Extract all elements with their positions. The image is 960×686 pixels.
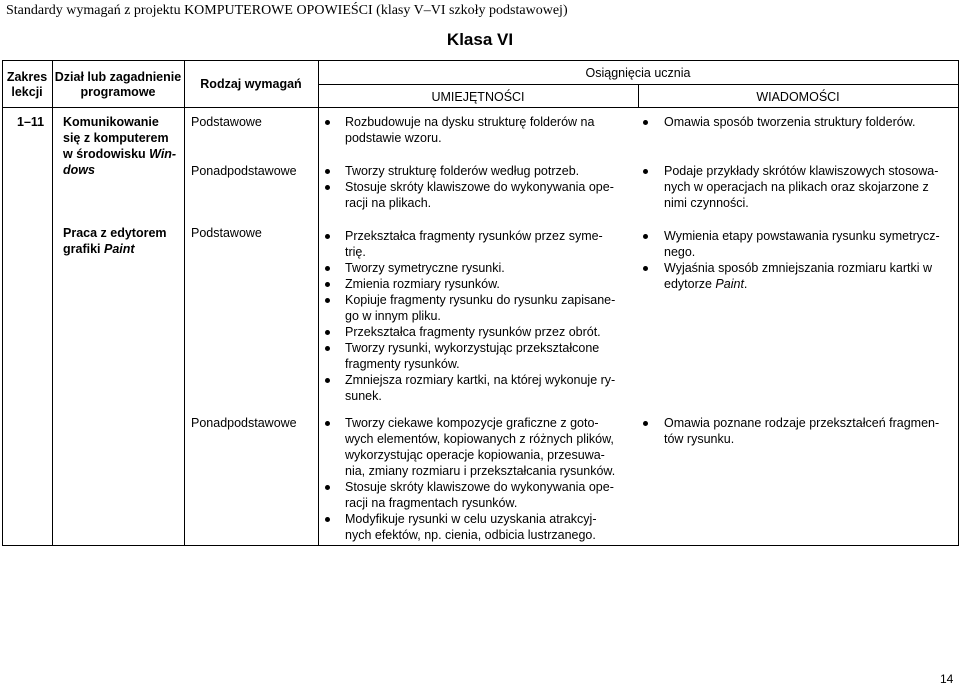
- skill-line: nych efektów, np. cienia, odbicia lustrzanego.: [345, 528, 596, 542]
- table-top-border: [2, 60, 958, 61]
- bullet: [643, 266, 648, 271]
- table-left-border: [2, 60, 3, 546]
- table-header-bottom-border: [2, 107, 958, 108]
- table-right-border: [958, 60, 959, 546]
- bullet: [325, 282, 330, 287]
- skill-line: Kopiuje fragmenty rysunku do rysunku zapisane-: [345, 293, 616, 307]
- dzial-line: dows: [63, 163, 95, 177]
- bullet: [643, 169, 648, 174]
- knowledge-line: nego.: [664, 245, 696, 259]
- bullet: [643, 421, 648, 426]
- col-header-osiagniecia: Osiągnięcia ucznia: [585, 66, 691, 80]
- col-header-zakres: Zakres: [6, 70, 48, 84]
- skill-line: nia, zmiany rozmiaru i przekształcania rysunków.: [345, 464, 616, 478]
- skill-line: go w innym pliku.: [345, 309, 441, 323]
- knowledge-line: Podaje przykłady skrótów klawiszowych stosowa-: [664, 164, 939, 178]
- level-label: Podstawowe: [191, 226, 262, 240]
- skill-line: wykorzystując operacje kopiowania, przesuwa-: [345, 448, 605, 462]
- dzial-line: Praca z edytorem: [63, 226, 167, 240]
- skill-line: Tworzy symetryczne rysunki.: [345, 261, 505, 275]
- bullet: [643, 120, 648, 125]
- knowledge-line: Wymienia etapy powstawania rysunku symetrycz-: [664, 229, 940, 243]
- skill-line: Tworzy ciekawe kompozycje graficzne z goto-: [345, 416, 599, 430]
- col-header-dzial: Dział lub zagadnienie: [54, 70, 182, 84]
- skill-line: Tworzy strukturę folderów według potrzeb.: [345, 164, 580, 178]
- col-header-wiadomosci: WIADOMOŚCI: [756, 90, 840, 104]
- skill-line: sunek.: [345, 389, 382, 403]
- dzial-line: grafiki Paint: [63, 242, 135, 256]
- document-header: Standardy wymagań z projektu KOMPUTEROWE OPOWIEŚCI (klasy V–VI szkoły podstawowej): [6, 3, 568, 18]
- bullet: [325, 185, 330, 190]
- col-divider-1: [52, 60, 53, 546]
- bullet: [325, 517, 330, 522]
- skill-line: Rozbudowuje na dysku strukturę folderów na: [345, 115, 595, 129]
- bullet: [325, 266, 330, 271]
- skill-line: Tworzy rysunki, wykorzystując przekształcone: [345, 341, 600, 355]
- bullet: [325, 234, 330, 239]
- knowledge-line: tów rysunku.: [664, 432, 735, 446]
- bullet: [325, 485, 330, 490]
- col-header-zakres-line2: lekcji: [11, 85, 43, 99]
- bullet: [325, 169, 330, 174]
- dzial-line: w środowisku Win-: [63, 147, 177, 161]
- dzial-line: się z komputerem: [63, 131, 169, 145]
- knowledge-line: Omawia sposób tworzenia struktury folderów.: [664, 115, 916, 129]
- knowledge-line: nych w operacjach na plikach oraz skojarzone z: [664, 180, 929, 194]
- skill-line: racji na plikach.: [345, 196, 432, 210]
- skill-line: Przekształca fragmenty rysunków przez syme-: [345, 229, 603, 243]
- knowledge-line: Omawia poznane rodzaje przekształceń fragmen-: [664, 416, 940, 430]
- col-divider-2: [184, 60, 185, 546]
- col-header-umiejetnosci: UMIEJĘTNOŚCI: [431, 90, 525, 104]
- skill-line: fragmenty rysunków.: [345, 357, 460, 371]
- bullet: [325, 298, 330, 303]
- skill-line: Modyfikuje rysunki w celu uzyskania atrakcyj-: [345, 512, 597, 526]
- skill-line: Zmniejsza rozmiary kartki, na której wykonuje ry-: [345, 373, 616, 387]
- skill-line: Stosuje skróty klawiszowe do wykonywania ope-: [345, 480, 614, 494]
- bullet: [325, 120, 330, 125]
- page-number: 14: [940, 672, 954, 686]
- level-label: Podstawowe: [191, 115, 262, 129]
- level-label: Ponadpodstawowe: [191, 416, 297, 430]
- level-label: Ponadpodstawowe: [191, 164, 297, 178]
- col-divider-3: [318, 60, 319, 546]
- page-title: Klasa VI: [446, 30, 514, 49]
- bullet: [325, 330, 330, 335]
- skill-line: wych elementów, kopiowanych z różnych plików,: [345, 432, 614, 446]
- knowledge-line: edytorze Paint.: [664, 277, 748, 291]
- bullet: [325, 378, 330, 383]
- zakres-cell: 1–11: [17, 115, 45, 129]
- bullet: [643, 234, 648, 239]
- skill-line: trię.: [345, 245, 366, 259]
- bullet: [325, 346, 330, 351]
- col-header-rodzaj: Rodzaj wymagań: [200, 77, 302, 91]
- dzial-line: Komunikowanie: [63, 115, 159, 129]
- knowledge-line: nimi czynności.: [664, 196, 749, 210]
- bullet: [325, 421, 330, 426]
- skill-line: Stosuje skróty klawiszowe do wykonywania ope-: [345, 180, 614, 194]
- skill-line: racji na fragmentach rysunków.: [345, 496, 518, 510]
- skill-line: Przekształca fragmenty rysunków przez obrót.: [345, 325, 601, 339]
- table-bottom-border: [2, 545, 958, 546]
- col-header-dzial-line2: programowe: [80, 85, 156, 99]
- skill-line: Zmienia rozmiary rysunków.: [345, 277, 500, 291]
- knowledge-line: Wyjaśnia sposób zmniejszania rozmiaru kartki w: [664, 261, 933, 275]
- skill-line: podstawie wzoru.: [345, 131, 442, 145]
